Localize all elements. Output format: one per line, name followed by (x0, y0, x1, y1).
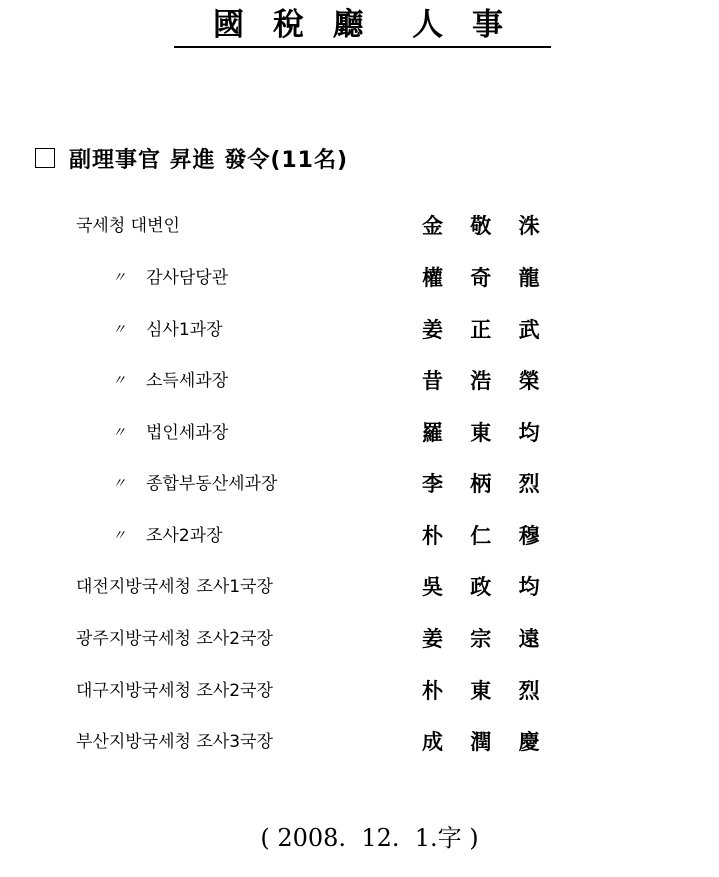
appointee-name: 羅 東 均 (422, 421, 550, 445)
appointee-name: 權 奇 龍 (422, 266, 550, 290)
appointment-row (0, 727, 719, 757)
appointment-position: 심사1과장 (146, 320, 223, 340)
appointment-row (0, 572, 719, 602)
appointment-position: 광주지방국세청 조사2국장 (76, 629, 273, 649)
appointment-position: 조사2과장 (146, 526, 223, 546)
appointment-row (0, 263, 719, 293)
appointee-name: 成 潤 慶 (422, 730, 550, 754)
appointment-position: 국세청 대변인 (76, 216, 180, 236)
appointee-name: 金 敬 洙 (422, 214, 550, 238)
ditto-mark: 〃 (112, 270, 126, 286)
appointee-name: 姜 宗 遠 (422, 627, 550, 651)
appointment-position: 부산지방국세청 조사3국장 (76, 732, 273, 752)
appointment-row (0, 315, 719, 345)
appointment-row (0, 418, 719, 448)
appointment-row (0, 469, 719, 499)
appointee-name: 吳 政 均 (422, 575, 550, 599)
ditto-mark: 〃 (112, 322, 126, 338)
appointment-position: 대전지방국세청 조사1국장 (76, 577, 273, 597)
appointment-row (0, 624, 719, 654)
ditto-mark: 〃 (112, 476, 126, 492)
checkbox-icon (35, 148, 55, 168)
appointment-position: 감사담당관 (146, 268, 229, 288)
appointee-name: 朴 東 烈 (422, 679, 550, 703)
ditto-mark: 〃 (112, 425, 126, 441)
appointment-position: 종합부동산세과장 (146, 474, 278, 494)
announcement-date: ( 2008. 12. 1.字 ) (260, 824, 479, 852)
appointment-position: 법인세과장 (146, 423, 229, 443)
section-heading-text: 副理事官 昇進 發令(11名) (69, 147, 349, 173)
page-title: 國 稅 廳 人 事 (174, 4, 551, 48)
appointee-name: 朴 仁 穆 (422, 524, 550, 548)
ditto-mark: 〃 (112, 528, 126, 544)
appointment-row (0, 211, 719, 241)
appointment-row (0, 366, 719, 396)
appointee-name: 姜 正 武 (422, 318, 550, 342)
appointee-name: 昔 浩 榮 (422, 369, 550, 393)
appointee-name: 李 柄 烈 (422, 472, 550, 496)
appointment-row (0, 676, 719, 706)
appointment-row (0, 521, 719, 551)
appointment-position: 대구지방국세청 조사2국장 (76, 681, 273, 701)
section-heading (35, 142, 348, 174)
appointment-position: 소득세과장 (146, 371, 229, 391)
ditto-mark: 〃 (112, 373, 126, 389)
